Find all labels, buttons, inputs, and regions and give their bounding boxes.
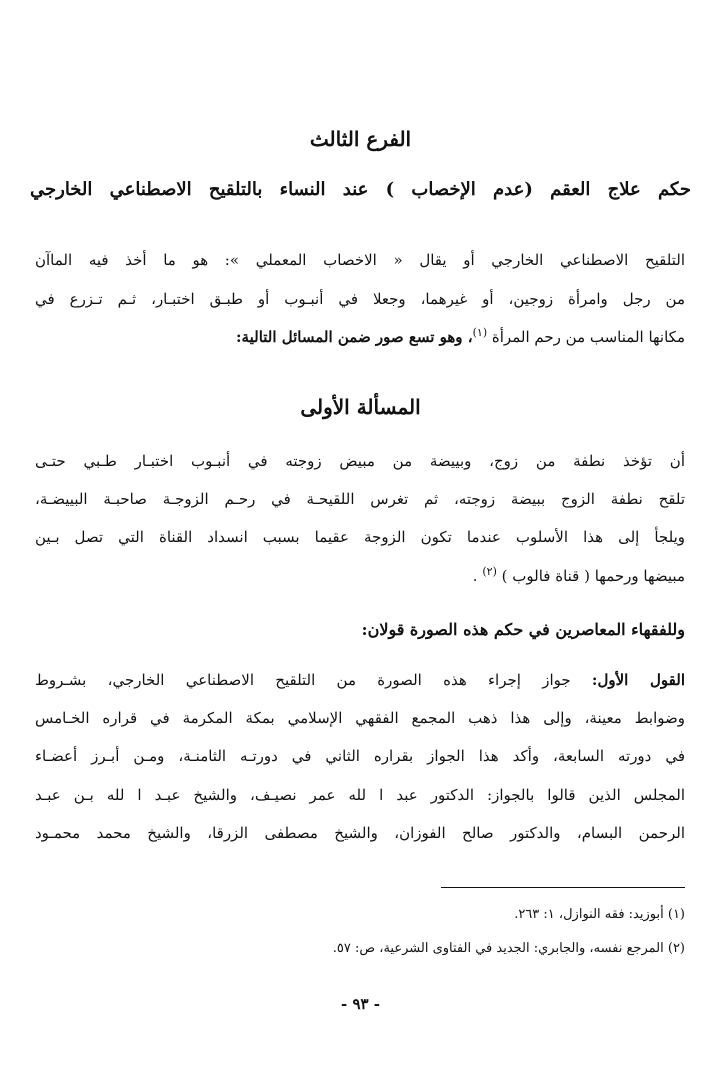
issue-line-4	[35, 564, 685, 588]
intro-line-1: التلقيح الاصطناعي الخارجي أو يقال « الاخصاب المعملي »: هو ما أخذ فيه الماآن	[35, 251, 685, 269]
intro-line-3	[35, 325, 685, 349]
footnote-ref-1: (١)	[472, 326, 488, 339]
opinion-line-5: الرحمن البسام، والدكتور صالح الفوزان، والشيخ مصطفى الزرقا، والشيخ محمد محمـود	[35, 824, 685, 842]
footnote-1: (١) أبوزيد: فقه النوازل، ١: ٢٦٣.	[514, 907, 685, 922]
chapter-title: حكم علاج العقم (عدم الإخصاب ) عند النساء بالتلقيح الاصطناعي الخارجي	[30, 179, 691, 200]
footnote-separator	[441, 887, 685, 888]
intro-line-3-text: مكانها المناسب من رحم المرأة	[491, 328, 685, 346]
issue-line-1: أن تؤخذ نطفة من زوج، وبييضة من مبيض زوجته في أنبـوب اختبـار طـبي حتـى	[35, 452, 685, 470]
opinion-line-3: في دورته السابعة، وأكد هذا الجواز بقراره الثاني في دورتـه الثامنـة، ومـن أبـرز أعضـاء	[35, 747, 685, 765]
footnote-ref-2: (٢)	[482, 565, 497, 578]
footnote-2: (٢) المرجع نفسه، والجابري: الجديد في الفتاوى الشرعية، ص: ٥٧.	[332, 941, 685, 956]
issue-line-2: تلقح نطفة الزوج ببيضة زوجته، ثم تغرس اللقيحـة في رحـم الزوجـة صاحبـة البييضـة،	[35, 490, 685, 508]
opinion-line-1-text: جواز إجراء هذه الصورة من التلقيح الاصطناعي الخارجي، بشـروط	[35, 671, 571, 689]
issue-line-3: ويلجأ إلى هذا الأسلوب عندما تكون الزوجة عقيما بسبب انسداد القناة التي تصل بـين	[35, 528, 685, 546]
branch-heading: الفرع الثالث	[309, 127, 412, 151]
opinion-line-1	[35, 668, 685, 692]
opinion-line-2: وضوابط معينة، وإلى هذا ذهب المجمع الفقهي الإسلامي بمكة المكرمة في قراره الخـامس	[35, 709, 685, 727]
intro-line-2: من رجل وامرأة زوجين، أو غيرهما، وجعلا في أنبـوب أو طبـق اختبـار، ثـم تـزرع في	[35, 290, 685, 308]
issue-heading: المسألة الأولى	[300, 395, 421, 419]
intro-line-3-bold: ، وهو تسع صور ضمن المسائل التالية:	[236, 328, 473, 346]
issue-line-4-end: .	[472, 567, 478, 585]
scholars-heading: وللفقهاء المعاصرين في حكم هذه الصورة قولان:	[361, 620, 685, 639]
page-number: - ٩٣ -	[340, 995, 381, 1013]
opinion-line-4: المجلس الذين قالوا بالجواز: الدكتور عبد ا لله عمر نصيـف، والشيخ عبـد ا لله بـن عبـد	[35, 786, 685, 804]
first-opinion-label: القول الأول:	[591, 671, 685, 689]
issue-line-4-text: مبيضها ورحمها ( قناة فالوب )	[501, 567, 685, 585]
